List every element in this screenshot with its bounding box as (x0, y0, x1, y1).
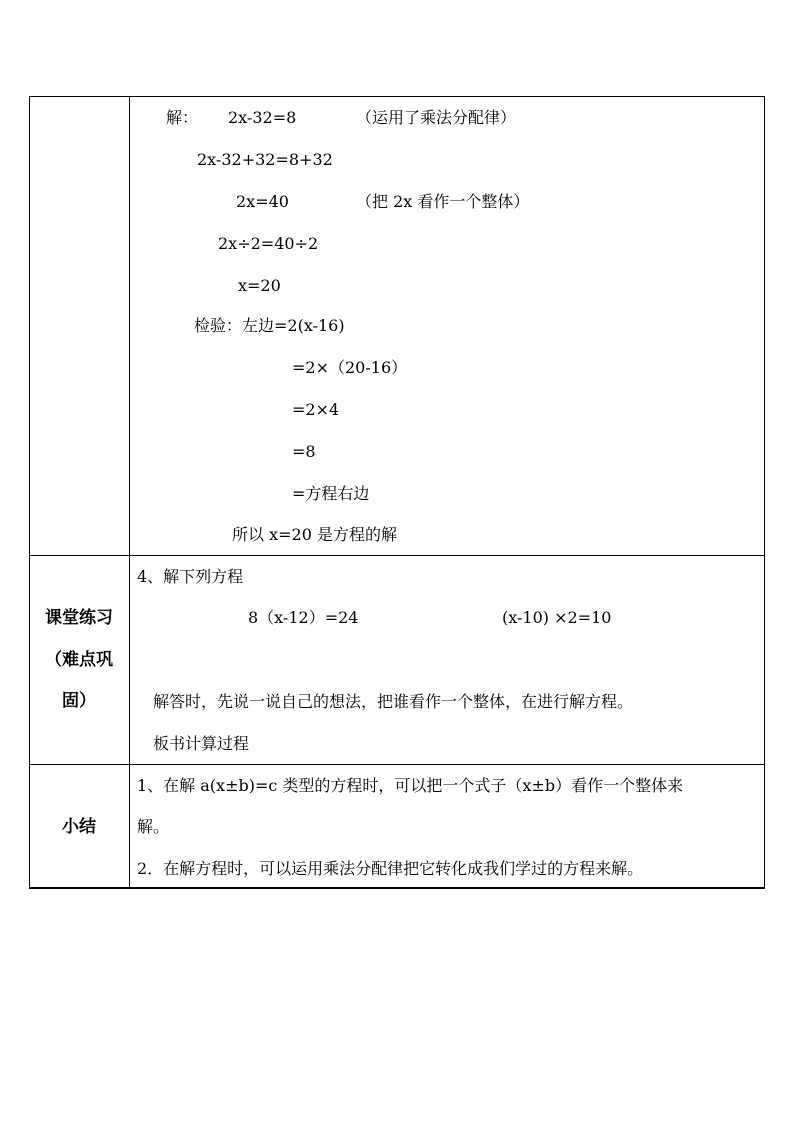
equation-step-2: 2x-32+32=8+32 (197, 150, 333, 169)
equation-note-3: （把 2x 看作一个整体） (356, 192, 530, 211)
summary-label: 小结 (62, 817, 96, 837)
check-step-1: 检验：左边=2(x-16) (194, 316, 345, 335)
table-row-divider-2 (29, 764, 765, 765)
equation-step-4: 2x÷2=40÷2 (218, 234, 319, 253)
summary-line-1-continued: 解。 (137, 817, 170, 836)
table-border-top (29, 96, 765, 97)
summary-line-1: 1、在解 a(x±b)=c 类型的方程时，可以把一个式子（x±b）看作一个整体来 (137, 776, 684, 795)
equation-note-1: （运用了乘法分配律） (356, 108, 517, 127)
table-border-left (29, 96, 30, 888)
check-step-4: =8 (292, 442, 316, 461)
practice-label-line-1: 课堂练习 (45, 608, 113, 628)
summary-line-2: 2．在解方程时，可以运用乘法分配律把它转化成我们学过的方程来解。 (137, 859, 644, 878)
practice-note: 解答时，先说一说自己的想法，把谁看作一个整体，在进行解方程。 (153, 692, 634, 711)
equation-step-5: x=20 (238, 276, 281, 295)
table-column-divider (129, 96, 130, 888)
equation-step-3: 2x=40 (236, 192, 289, 211)
check-step-5: =方程右边 (292, 484, 370, 503)
table-row-divider-1 (29, 555, 765, 556)
practice-equation-1: 8（x-12）=24 (248, 608, 359, 627)
solution-label: 解： (166, 108, 199, 127)
equation-step-1: 2x-32=8 (228, 108, 297, 127)
conclusion: 所以 x=20 是方程的解 (232, 525, 397, 544)
practice-label-line-2: （难点巩 (45, 650, 113, 670)
practice-equation-2: (x-10) ×2=10 (502, 608, 612, 627)
table-border-bottom (29, 887, 765, 889)
table-border-right (764, 96, 765, 888)
practice-title: 4、解下列方程 (137, 567, 244, 586)
practice-board: 板书计算过程 (153, 734, 250, 753)
check-step-2: =2×（20-16） (292, 358, 408, 377)
practice-label-line-3: 固） (62, 691, 96, 711)
check-step-3: =2×4 (292, 400, 340, 419)
